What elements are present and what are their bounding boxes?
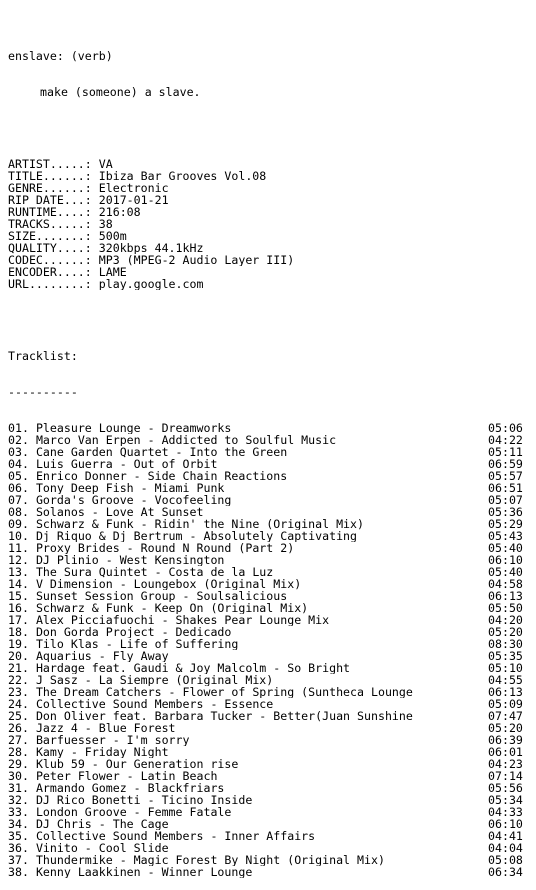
track-number: 05. <box>8 470 29 482</box>
track-title: Sunset Session Group - Soulsalicious <box>35 590 288 602</box>
info-row <box>8 170 532 182</box>
track-title: Schwarz & Funk - Ridin' the Nine (Original Mix) <box>35 518 364 530</box>
track-duration: 06:10 <box>488 817 523 831</box>
info-value: VA <box>98 158 113 170</box>
track-title: Kenny Laakkinen - Winner Lounge <box>35 866 253 878</box>
track-row <box>8 746 532 758</box>
info-label: TITLE......: <box>8 170 92 182</box>
track-row <box>8 494 532 506</box>
info-value: Ibiza Bar Grooves Vol.08 <box>98 170 267 182</box>
track-title: Don Gorda Project - Dedicado <box>35 626 232 638</box>
track-duration: 05:06 <box>488 421 523 435</box>
track-duration: 04:04 <box>488 841 523 855</box>
info-label: QUALITY....: <box>8 242 92 254</box>
track-row <box>8 674 532 686</box>
track-row <box>8 530 532 542</box>
track-number: 30. <box>8 770 29 782</box>
track-number: 23. <box>8 686 29 698</box>
track-duration: 05:07 <box>488 493 523 507</box>
track-duration: 05:35 <box>488 649 523 663</box>
tracklist-rule: ---------- <box>8 386 78 398</box>
track-title: Cane Garden Quartet - Into the Green <box>35 446 288 458</box>
track-row <box>8 554 532 566</box>
track-row <box>8 734 532 746</box>
track-duration: 04:20 <box>488 613 523 627</box>
info-row <box>8 182 532 194</box>
definition-headword: enslave: (verb) <box>8 50 113 62</box>
track-title: London Groove - Femme Fatale <box>35 806 232 818</box>
track-duration: 06:13 <box>488 685 523 699</box>
track-duration: 06:10 <box>488 553 523 567</box>
track-number: 09. <box>8 518 29 530</box>
info-label: RIP DATE...: <box>8 194 92 206</box>
track-title: Enrico Donner - Side Chain Reactions <box>35 470 288 482</box>
info-label: ARTIST.....: <box>8 158 92 170</box>
track-number: 01. <box>8 422 29 434</box>
info-value: LAME <box>98 266 127 278</box>
track-duration: 05:20 <box>488 625 523 639</box>
track-title: Luis Guerra - Out of Orbit <box>35 458 218 470</box>
track-row <box>8 566 532 578</box>
track-duration: 06:34 <box>488 865 523 879</box>
track-row <box>8 482 532 494</box>
info-row <box>8 254 532 266</box>
track-title: Armando Gomez - Blackfriars <box>35 782 225 794</box>
track-number: 31. <box>8 782 29 794</box>
track-title: Alex Picciafuochi - Shakes Pear Lounge Mix <box>35 614 330 626</box>
track-title: Solanos - Love At Sunset <box>35 506 204 518</box>
track-number: 08. <box>8 506 29 518</box>
track-duration: 04:23 <box>488 757 523 771</box>
track-duration: 07:47 <box>488 709 523 723</box>
track-title: Barfuesser - I'm sorry <box>35 734 190 746</box>
track-number: 02. <box>8 434 29 446</box>
track-duration: 05:34 <box>488 793 523 807</box>
track-number: 06. <box>8 482 29 494</box>
track-number: 20. <box>8 650 29 662</box>
spacer <box>8 122 532 134</box>
track-row <box>8 854 532 866</box>
track-duration: 05:36 <box>488 505 523 519</box>
track-row <box>8 518 532 530</box>
track-duration: 04:22 <box>488 433 523 447</box>
track-number: 07. <box>8 494 29 506</box>
track-title: Tony Deep Fish - Miami Punk <box>35 482 225 494</box>
info-value: 2017-01-21 <box>98 194 169 206</box>
track-duration: 05:20 <box>488 721 523 735</box>
track-number: 24. <box>8 698 29 710</box>
track-number: 29. <box>8 758 29 770</box>
track-title: Proxy Brides - Round N Round (Part 2) <box>35 542 295 554</box>
track-title: Tilo Klas - Life of Suffering <box>35 638 239 650</box>
track-row <box>8 686 532 698</box>
track-number: 03. <box>8 446 29 458</box>
track-title: Klub 59 - Our Generation rise <box>35 758 239 770</box>
track-row <box>8 650 532 662</box>
info-value: 216:08 <box>98 206 141 218</box>
track-title: J Sasz - La Siempre (Original Mix) <box>35 674 274 686</box>
track-number: 25. <box>8 710 29 722</box>
track-number: 32. <box>8 794 29 806</box>
track-row <box>8 782 532 794</box>
track-number: 28. <box>8 746 29 758</box>
track-number: 16. <box>8 602 29 614</box>
track-row <box>8 590 532 602</box>
info-label: SIZE.......: <box>8 230 92 242</box>
track-row <box>8 710 532 722</box>
tracklist-heading: Tracklist: <box>8 350 78 362</box>
track-title: Gorda's Groove - Vocofeeling <box>35 494 232 506</box>
track-title: Jazz 4 - Blue Forest <box>35 722 176 734</box>
track-number: 12. <box>8 554 29 566</box>
track-row <box>8 818 532 830</box>
track-row <box>8 770 532 782</box>
track-duration: 06:01 <box>488 745 523 759</box>
track-duration: 04:55 <box>488 673 523 687</box>
track-row <box>8 866 532 878</box>
track-duration: 05:56 <box>488 781 523 795</box>
info-label: CODEC......: <box>8 254 92 266</box>
track-duration: 05:29 <box>488 517 523 531</box>
track-number: 38. <box>8 866 29 878</box>
track-title: DJ Plinio - West Kensington <box>35 554 225 566</box>
track-row <box>8 446 532 458</box>
track-row <box>8 842 532 854</box>
track-number: 33. <box>8 806 29 818</box>
track-duration: 05:09 <box>488 697 523 711</box>
track-title: Thundermike - Magic Forest By Night (Original Mix) <box>35 854 385 866</box>
track-row <box>8 458 532 470</box>
info-value: 320kbps 44.1kHz <box>98 242 204 254</box>
track-row <box>8 806 532 818</box>
spacer <box>8 314 532 326</box>
track-number: 35. <box>8 830 29 842</box>
track-number: 04. <box>8 458 29 470</box>
track-row <box>8 506 532 518</box>
track-duration: 04:41 <box>488 829 523 843</box>
track-duration: 07:14 <box>488 769 523 783</box>
track-title: Vinito - Cool Slide <box>35 842 169 854</box>
info-row <box>8 266 532 278</box>
track-row <box>8 602 532 614</box>
track-title: Marco Van Erpen - Addicted to Soulful Music <box>35 434 337 446</box>
track-duration: 05:57 <box>488 469 523 483</box>
track-row <box>8 638 532 650</box>
track-number: 18. <box>8 626 29 638</box>
track-row <box>8 698 532 710</box>
track-title: DJ Rico Bonetti - Ticino Inside <box>35 794 253 806</box>
track-row <box>8 626 532 638</box>
track-number: 21. <box>8 662 29 674</box>
track-number: 26. <box>8 722 29 734</box>
track-title: Aquarius - Fly Away <box>35 650 169 662</box>
track-title: V Dimension - Loungebox (Original Mix) <box>35 578 302 590</box>
track-number: 15. <box>8 590 29 602</box>
track-row <box>8 470 532 482</box>
track-row <box>8 434 532 446</box>
info-value: play.google.com <box>98 278 204 290</box>
track-title: Don Oliver feat. Barbara Tucker - Better(Juan Sunshine <box>35 710 413 722</box>
track-duration: 08:30 <box>488 637 523 651</box>
tracklist <box>8 422 532 878</box>
track-number: 14. <box>8 578 29 590</box>
track-title: Kamy - Friday Night <box>35 746 169 758</box>
track-title: Collective Sound Members - Inner Affairs <box>35 830 316 842</box>
track-duration: 05:40 <box>488 565 523 579</box>
track-number: 22. <box>8 674 29 686</box>
definition-meaning: make (someone) a slave. <box>40 86 201 98</box>
info-label: RUNTIME....: <box>8 206 92 218</box>
track-number: 34. <box>8 818 29 830</box>
track-duration: 06:59 <box>488 457 523 471</box>
track-number: 37. <box>8 854 29 866</box>
track-title: Peter Flower - Latin Beach <box>35 770 218 782</box>
track-title: DJ Chris - The Cage <box>35 818 169 830</box>
info-row <box>8 206 532 218</box>
track-number: 27. <box>8 734 29 746</box>
info-row <box>8 278 532 290</box>
info-value: MP3 (MPEG-2 Audio Layer III) <box>98 254 295 266</box>
track-row <box>8 830 532 842</box>
track-number: 19. <box>8 638 29 650</box>
track-number: 36. <box>8 842 29 854</box>
info-value: 38 <box>98 218 113 230</box>
info-value: Electronic <box>98 182 169 194</box>
track-row <box>8 662 532 674</box>
track-number: 10. <box>8 530 29 542</box>
track-row <box>8 578 532 590</box>
track-duration: 05:10 <box>488 661 523 675</box>
info-row <box>8 194 532 206</box>
track-row <box>8 722 532 734</box>
nfo-document <box>8 26 532 890</box>
info-label: GENRE......: <box>8 182 92 194</box>
info-label: URL........: <box>8 278 92 290</box>
track-title: The Sura Quintet - Costa de la Luz <box>35 566 274 578</box>
track-number: 11. <box>8 542 29 554</box>
track-duration: 05:43 <box>488 529 523 543</box>
info-value: 500m <box>98 230 127 242</box>
track-title: Hardage feat. Gaudi & Joy Malcolm - So Bright <box>35 662 351 674</box>
info-label: ENCODER....: <box>8 266 92 278</box>
track-duration: 05:08 <box>488 853 523 867</box>
track-duration: 06:39 <box>488 733 523 747</box>
track-row <box>8 758 532 770</box>
track-number: 17. <box>8 614 29 626</box>
track-title: The Dream Catchers - Flower of Spring (Suntheca Lounge <box>35 686 413 698</box>
track-duration: 06:51 <box>488 481 523 495</box>
track-row <box>8 794 532 806</box>
info-row <box>8 218 532 230</box>
track-title: Dj Riquo & Dj Bertrum - Absolutely Captivating <box>35 530 358 542</box>
track-row <box>8 614 532 626</box>
track-row <box>8 542 532 554</box>
track-row <box>8 422 532 434</box>
track-duration: 04:58 <box>488 577 523 591</box>
info-label: TRACKS.....: <box>8 218 92 230</box>
track-title: Collective Sound Members - Essence <box>35 698 274 710</box>
track-title: Pleasure Lounge - Dreamworks <box>35 422 232 434</box>
release-info <box>8 158 532 290</box>
track-duration: 04:33 <box>488 805 523 819</box>
track-duration: 06:13 <box>488 589 523 603</box>
info-row <box>8 242 532 254</box>
track-title: Schwarz & Funk - Keep On (Original Mix) <box>35 602 309 614</box>
track-duration: 05:50 <box>488 601 523 615</box>
info-row <box>8 158 532 170</box>
track-duration: 05:11 <box>488 445 523 459</box>
track-duration: 05:40 <box>488 541 523 555</box>
info-row <box>8 230 532 242</box>
track-number: 13. <box>8 566 29 578</box>
